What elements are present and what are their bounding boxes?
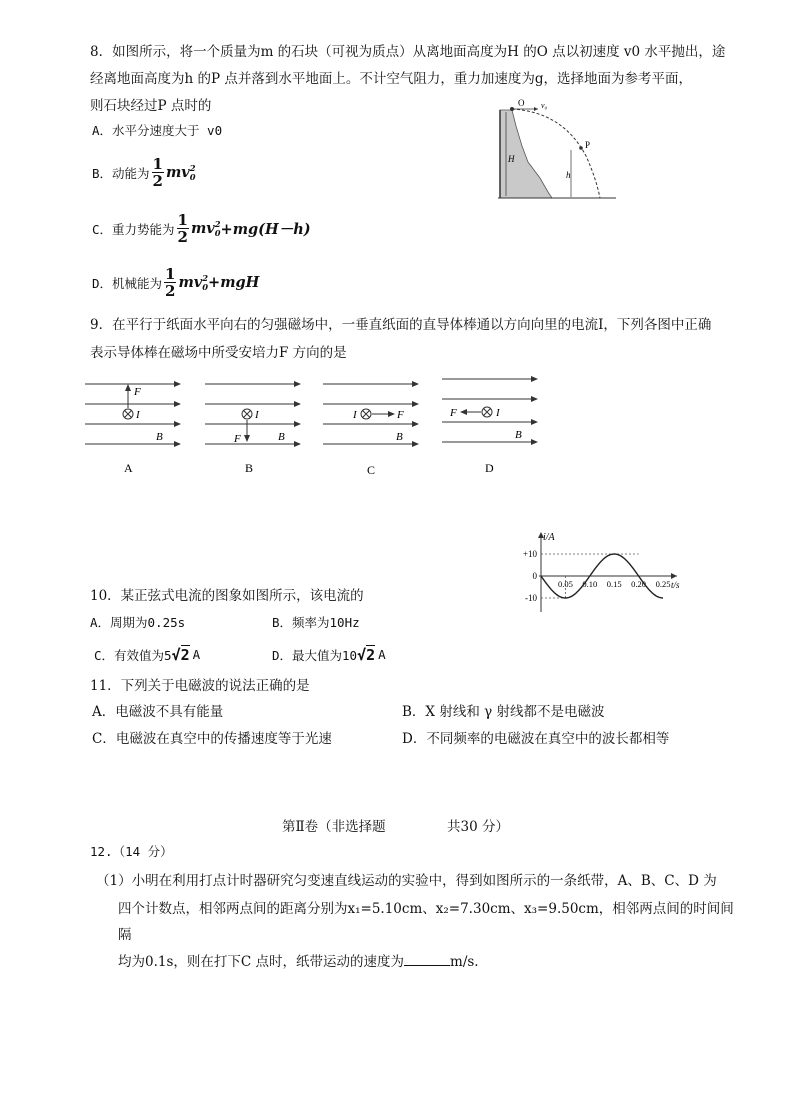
q12-part1-line4-text: 均为0.1s，则在打下C 点时，纸带运动的速度为 [118, 954, 405, 970]
unit-a: A [378, 647, 386, 662]
q10-option-d-prefix: D．最大值为10 [272, 647, 358, 663]
panel-a [85, 384, 180, 475]
q11-option-a: A．电磁波不具有能量 [92, 704, 224, 720]
frac-num: 1 [152, 155, 163, 173]
q10-option-b: B．频率为10Hz [272, 615, 360, 630]
mv0-squared [166, 164, 196, 182]
label-v0: v₀ [541, 101, 548, 110]
mv-text: mv [165, 163, 190, 181]
y-tick-label: 0 [532, 571, 537, 581]
q8-option-d-tail: +mgH [208, 274, 260, 291]
label-P: P [585, 140, 591, 150]
panel-b [205, 384, 300, 475]
x-tick-label: 0.10 [582, 579, 598, 589]
q11-option-c: C．电磁波在真空中的传播速度等于光速 [92, 731, 332, 747]
panel-label-b: B [245, 461, 254, 475]
label-I: I [136, 409, 140, 421]
q11-stem: 11．下列关于电磁波的说法正确的是 [90, 678, 310, 694]
sup-2: 2 [189, 162, 196, 173]
label-I: I [255, 409, 259, 421]
sqrt-arg: 2 [366, 646, 376, 664]
q10-option-a: A．周期为0.25s [90, 615, 186, 630]
label-B: B [156, 431, 163, 443]
chart-axes [523, 532, 680, 612]
q8-stem-line2: 经离地面高度为h 的P 点并落到水平地面上。不计空气阻力，重力加速度为g，选择地面为参考平面， [90, 71, 693, 87]
sqrt-arg: 2 [180, 646, 190, 664]
sub-0: 0 [189, 171, 196, 182]
q8-option-d [92, 266, 259, 299]
y-tick-label: -10 [525, 593, 537, 603]
label-H: H [508, 154, 515, 164]
frac-den: 2 [165, 282, 176, 300]
q9-stem-line1: 9．在平行于纸面水平向右的匀强磁场中，一垂直纸面的直导体棒通以方向向里的电流I，下列各图中正确 [90, 317, 712, 333]
q8-stem-line3: 则石块经过P 点时的 [90, 98, 212, 114]
q9-stem-line2: 表示导体棒在磁场中所受安培力F 方向的是 [90, 345, 347, 361]
y-axis-label: i/A [543, 532, 555, 543]
panel-label-c: C [367, 463, 376, 477]
label-F: F [234, 433, 241, 445]
label-F: F [450, 407, 457, 419]
q8-option-c-tail: +mg(H－h) [220, 221, 311, 238]
fraction-half [164, 266, 176, 299]
q8-cliff-figure [488, 96, 618, 206]
q12-part1-line1: （1）小明在利用打点计时器研究匀变速直线运动的实验中，得到如图所示的一条纸带，A、B、C、D 为 [96, 873, 717, 889]
unit-a: A [192, 647, 201, 662]
label-F: F [134, 386, 141, 398]
frac-den: 2 [177, 228, 188, 246]
sqrt-sign: √ [357, 645, 367, 664]
q10-option-c-prefix: C．有效值为5 [94, 647, 172, 663]
q8-option-b-prefix: B．动能为 [92, 165, 150, 181]
sub-0: 0 [214, 227, 221, 238]
sub-0: 0 [202, 281, 209, 292]
frac-den: 2 [152, 172, 163, 190]
x-tick-label: 0.05 [557, 579, 573, 589]
q8-option-c [92, 212, 311, 245]
point-P [579, 146, 583, 150]
label-O: O [518, 98, 525, 108]
sqrt-sign: √ [171, 645, 181, 664]
y-tick-label: +10 [522, 549, 537, 559]
mv0-squared [191, 220, 221, 238]
q12-header: 12.（14 分） [90, 844, 173, 859]
label-h: h [566, 170, 571, 180]
label-I: I [353, 409, 357, 421]
q8-option-c-prefix: C．重力势能为 [92, 221, 175, 237]
panel-d [442, 379, 537, 475]
label-B: B [515, 429, 522, 441]
x-axis-arrowhead [671, 573, 677, 579]
sup-2: 2 [214, 218, 221, 229]
fraction-half [177, 212, 189, 245]
q10-option-c [94, 645, 200, 664]
q11-option-b: B．X 射线和 γ 射线都不是电磁波 [402, 704, 605, 720]
mv-text: mv [190, 219, 215, 237]
x-axis-label: t/s [671, 580, 680, 590]
label-B: B [278, 431, 285, 443]
fraction-half [152, 156, 164, 189]
section-2-title: 第Ⅱ卷（非选择题 [282, 819, 386, 835]
q8-option-a: A．水平分速度大于 v0 [92, 123, 223, 138]
label-F: F [397, 409, 404, 421]
q11-option-d: D．不同频率的电磁波在真空中的波长都相等 [402, 731, 670, 747]
v0-arrowhead [534, 107, 538, 111]
x-tick-label: 0.20 [631, 579, 647, 589]
q12-part1-unit: m/s. [450, 954, 479, 970]
panel-c [323, 384, 418, 477]
q8-option-b [92, 156, 196, 189]
x-tick-label: 0.25 [655, 579, 671, 589]
q10-option-d [272, 645, 386, 664]
mv0-squared [178, 274, 208, 292]
sup-2: 2 [202, 272, 209, 283]
frac-num: 1 [165, 265, 176, 283]
answer-blank[interactable] [404, 953, 450, 966]
q10-current-chart [505, 528, 695, 618]
label-B: B [396, 431, 403, 443]
q10-stem: 10．某正弦式电流的图象如图所示，该电流的 [90, 588, 364, 604]
q12-part1-line4 [118, 950, 479, 970]
x-tick-label: 0.15 [606, 579, 622, 589]
q8-stem-line1: 8．如图所示，将一个质量为m 的石块（可视为质点）从离地面高度为H 的O 点以初速度 v0 水平抛出，途 [90, 44, 726, 60]
frac-num: 1 [177, 211, 188, 229]
panel-label-a: A [124, 461, 133, 475]
q8-option-d-prefix: D．机械能为 [92, 275, 163, 291]
q12-part1-line3: 隔 [118, 927, 132, 943]
q9-field-figures [80, 370, 550, 480]
panel-label-d: D [485, 461, 494, 475]
section-2-score: 共30 分） [447, 819, 509, 835]
label-I: I [496, 407, 500, 419]
mv-text: mv [178, 273, 203, 291]
q12-part1-line2: 四个计数点，相邻两点间的距离分别为x₁=5.10cm、x₂=7.30cm、x₃=9.50cm，相邻两点间的时间间 [118, 901, 734, 917]
